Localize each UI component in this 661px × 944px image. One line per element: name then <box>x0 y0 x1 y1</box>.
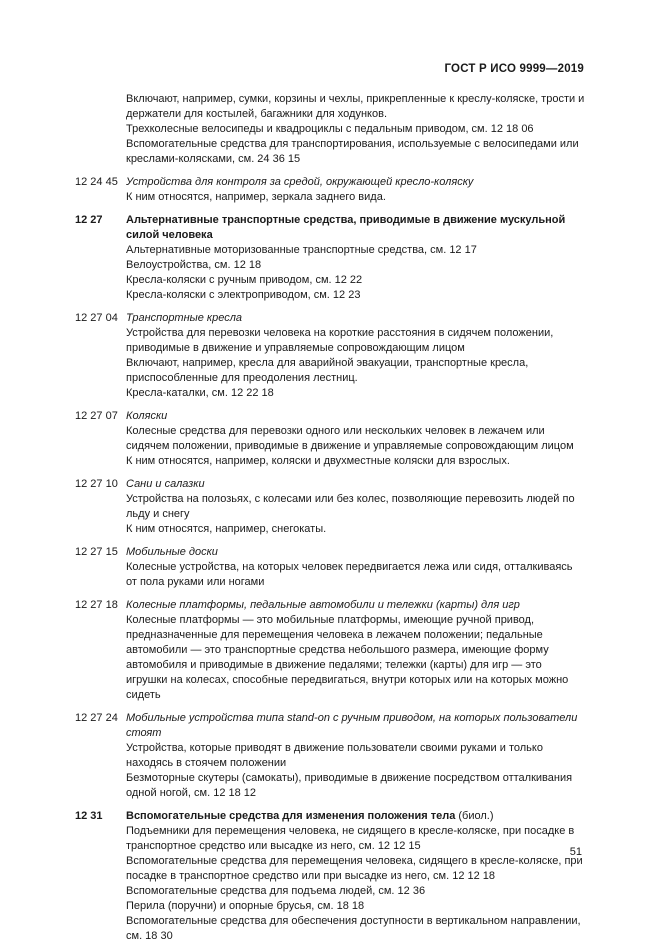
entry-text: Устройства, которые приводят в движение пользователи своими руками и только находясь в стоячем положении <box>126 742 543 769</box>
entry-text: Колесные устройства, на которых человек передвигается лежа или сидя, отталкиваясь от пола руками или ногами <box>126 561 573 588</box>
classification-entry <box>75 598 585 703</box>
entry-code: 12 27 <box>75 214 103 226</box>
entry-code: 12 27 24 <box>75 712 118 724</box>
entry-title: Мобильные доски <box>126 546 218 558</box>
entry-text: Кресла-коляски с электроприводом, см. 12 23 <box>126 289 361 301</box>
entry-text: Колесные средства для перевозки одного или нескольких человек в лежачем или сидячем положении, приводимые в движение и управляемые сопровождающим лицом <box>126 425 574 452</box>
text-line: Трехколесные велосипеды и квадроциклы с педальным приводом, см. 12 18 06 <box>126 123 534 135</box>
entry-text: Вспомогательные средства для подъема людей, см. 12 36 <box>126 885 426 897</box>
entry-title: Колесные платформы, педальные автомобили и тележки (карты) для игр <box>126 599 520 611</box>
entry-code: 12 31 <box>75 810 103 822</box>
entry-text: К ним относятся, например, снегокаты. <box>126 523 327 535</box>
entry-text: Подъемники для перемещения человека, не сидящего в кресле-коляске, при посадке в транспортное средство или высадке из него, см. 12 12 15 <box>126 825 575 852</box>
entry-title: Коляски <box>126 410 168 422</box>
entry-text: Перила (поручни) и опорные брусья, см. 18 18 <box>126 900 365 912</box>
classification-entry <box>75 545 585 590</box>
entry-text: Устройства на полозьях, с колесами или без колес, позволяющие перевозить людей по льду и снегу <box>126 493 575 520</box>
intro-block <box>75 92 585 167</box>
entry-title: Альтернативные транспортные средства, приводимые в движение мускульной силой человека <box>126 214 566 241</box>
text-line: Включают, например, сумки, корзины и чехлы, прикрепленные к креслу-коляске, трости и держатели для костылей, багажники для ходунков. <box>126 93 585 120</box>
entry-title: Сани и салазки <box>126 478 205 490</box>
classification-entry <box>75 175 585 205</box>
entry-code: 12 27 15 <box>75 546 118 558</box>
entry-text: Вспомогательные средства для перемещения человека, сидящего в кресле-коляске, при посадке в транспортное средство или при высадке из него, см. 12 12 18 <box>126 855 583 882</box>
document-body <box>75 92 585 944</box>
classification-entry <box>75 213 585 303</box>
entry-code: 12 27 04 <box>75 312 118 324</box>
document-header: ГОСТ Р ИСО 9999—2019 <box>444 63 584 75</box>
classification-entry <box>75 809 585 944</box>
entry-text: К ним относятся, например, коляски и двухместные коляски для взрослых. <box>126 455 510 467</box>
classification-entry <box>75 311 585 401</box>
entry-title-text: Вспомогательные средства для изменения положения тела <box>126 810 456 822</box>
entry-text: Альтернативные моторизованные транспортные средства, см. 12 17 <box>126 244 477 256</box>
entry-code: 12 24 45 <box>75 176 118 188</box>
entry-text: Велоустройства, см. 12 18 <box>126 259 262 271</box>
classification-entry <box>75 409 585 469</box>
entry-text: Колесные платформы — это мобильные платформы, имеющие ручной привод, предназначенные для перемещения человека в лежачем положении; педальные автомобили — это транспортные средства небольшого размера, имеющие форму автомобиля и приводимые в движение педалями; тележки (карты) для игр — это игрушки на колесах, способные передвигаться, внутри которых или на которых можно сидеть <box>126 614 569 701</box>
entry-title: Устройства для контроля за средой, окружающей кресло-коляску <box>126 176 474 188</box>
entry-text: К ним относятся, например, зеркала заднего вида. <box>126 191 386 203</box>
entry-text: Вспомогательные средства для обеспечения доступности в вертикальном направлении, см. 18 30 <box>126 915 581 942</box>
entry-code: 12 27 07 <box>75 410 118 422</box>
entry-text: Кресла-каталки, см. 12 22 18 <box>126 387 274 399</box>
text-line: Вспомогательные средства для транспортирования, используемые с велосипедами или креслами-колясками, см. 24 36 15 <box>126 138 579 165</box>
classification-entry <box>75 477 585 537</box>
entry-code: 12 27 18 <box>75 599 118 611</box>
entry-title <box>126 809 585 824</box>
page-number: 51 <box>569 846 582 858</box>
entry-code: 12 27 10 <box>75 478 118 490</box>
entry-text: Устройства для перевозки человека на короткие расстояния в сидячем положении, приводимые в движение и управляемые сопровождающим лицом <box>126 327 554 354</box>
entry-text: Кресла-коляски с ручным приводом, см. 12 22 <box>126 274 363 286</box>
classification-entry <box>75 711 585 801</box>
entry-title: Мобильные устройства типа stand-on с ручным приводом, на которых пользователи стоят <box>126 712 578 739</box>
entry-title-suffix: (биол.) <box>455 810 494 822</box>
entry-title: Транспортные кресла <box>126 312 243 324</box>
entry-text: Безмоторные скутеры (самокаты), приводимые в движение посредством отталкивания одной ногой, см. 12 18 12 <box>126 772 573 799</box>
entry-text: Включают, например, кресла для аварийной эвакуации, транспортные кресла, приспособленные для преодоления лестниц. <box>126 357 529 384</box>
